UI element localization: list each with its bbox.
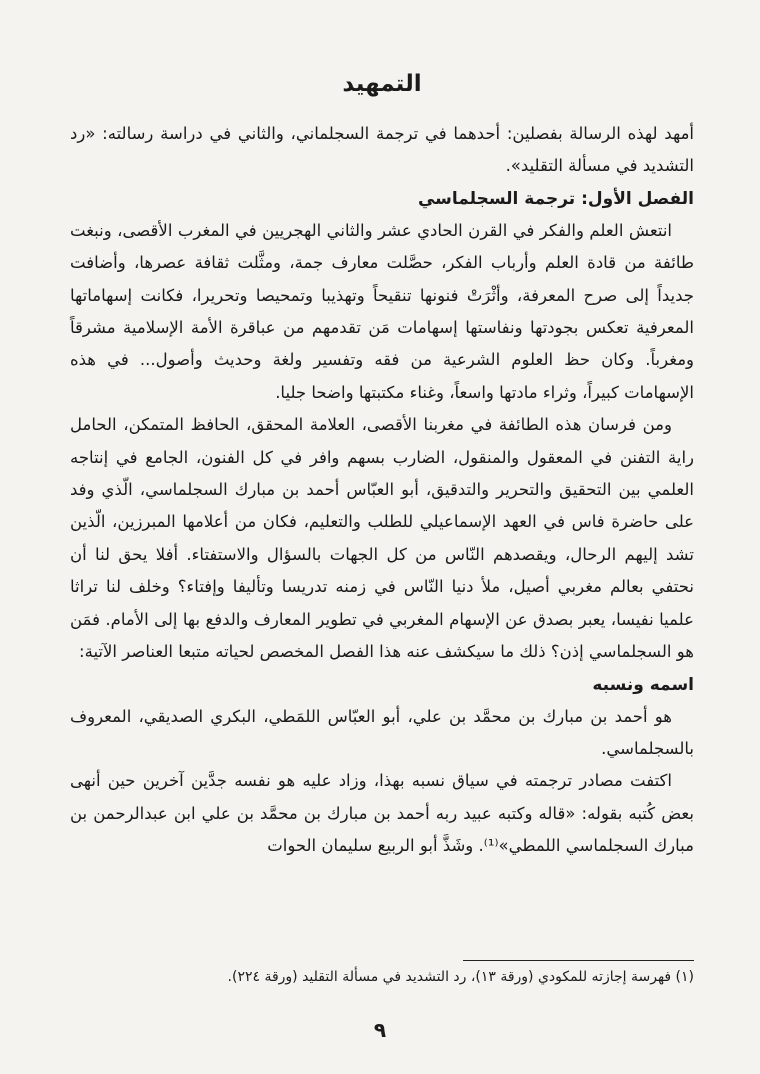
intro-paragraph: أمهد لهذه الرسالة بفصلين: أحدهما في ترجمة السجلماني، والثاني في دراسة رسالته: «رد التشديد في مسألة التقليد».: [70, 124, 694, 176]
paragraph-revival: انتعش العلم والفكر في القرن الحادي عشر والثاني الهجريين في المغرب الأقصى، ونبغت طائفة من قادة العلم وأرباب الفكر، حصَّلت معارف جمة، ومثَّلت ثقافة عصرها، وأضافت جديداً إلى صرح المعرفة، وأثْرَتْ فنونها تنقيحاً وتهذيبا وتمحيصا وتحريرا، فكانت إسهاماتها المعرفية تعكس بجودتها ونفاستها إسهامات مَن تقدمهم من عباقرة الأمة الإسلامية مشرقاً ومغرباً. وكان حظ العلوم الشرعية من فقه وتفسير ولغة وحديث وأصول... في هذه الإسهامات كبيراً، وثراء مادتها واسعاً، وغناء مكتبتها واضحا جليا.: [70, 220, 694, 402]
chapter-title: التمهيد: [342, 71, 422, 97]
paragraph-name: هو أحمد بن مبارك بن محمَّد بن علي، أبو العبّاس اللمَطي، البكري الصديقي، المعروف بالسجلماسي.: [70, 706, 694, 758]
paragraph-lineage: اكتفت مصادر ترجمته في سياق نسبه بهذا، وزاد عليه هو نفسه جدَّين آخرين حين أنهى بعض كُتبه بقوله: «قاله وكتبه عبيد ربه أحمد بن مبارك بن محمَّد بن علي ابن عبدالرحمن بن مبارك السجلماسي اللمطي»⁽¹⁾. وشَذَّ أبو الربيع سليمان الحوات: [70, 771, 694, 856]
main-text: [70, 70, 694, 863]
section-heading-name-lineage: اسمه ونسبه: [592, 674, 694, 695]
footnote: (١) فهرسة إجازته للمكودي (ورقة ١٣)، رد التشديد في مسألة التقليد (ورقة ٢٢٤).: [227, 969, 694, 985]
page-number: ٩: [373, 1018, 387, 1042]
section-heading-chapter-one: الفصل الأول: ترجمة السجلماسي: [417, 188, 694, 209]
footnote-divider: [463, 960, 694, 961]
paragraph-sijilmasi: ومن فرسان هذه الطائفة في مغربنا الأقصى، العلامة المحقق، الحافظ المتمكن، الحامل راية التفنن في المعقول والمنقول، الضارب بسهم وافر في كل الفنون، الجامع في إنتاجه العلمي بين التحقيق والتحرير والتدقيق، أبو العبّاس أحمد بن مبارك السجلماسي، الّذي وفد على حاضرة فاس في العهد الإسماعيلي للطلب والتعليم، فكان من أعلامها المبرزين، الّذين تشد إليهم الرحال، ويقصدهم النّاس من كل الجهات بالسؤال والاستفتاء. أفلا يحق لنا أن نحتفي بعالم مغربي أصيل، ملأ دنيا النّاس في زمنه تدريسا وتأليفا وإفتاء؟ وخلف لنا تراثا علميا نفيسا، يعبر بصدق عن الإسهام المغربي في تطوير المعارف والدفع بها إلى الأمام. فمَن هو السجلماسي إذن؟ ذلك ما سيكشف عنه هذا الفصل المخصص لحياته متبعا العناصر الآتية:: [70, 415, 694, 662]
